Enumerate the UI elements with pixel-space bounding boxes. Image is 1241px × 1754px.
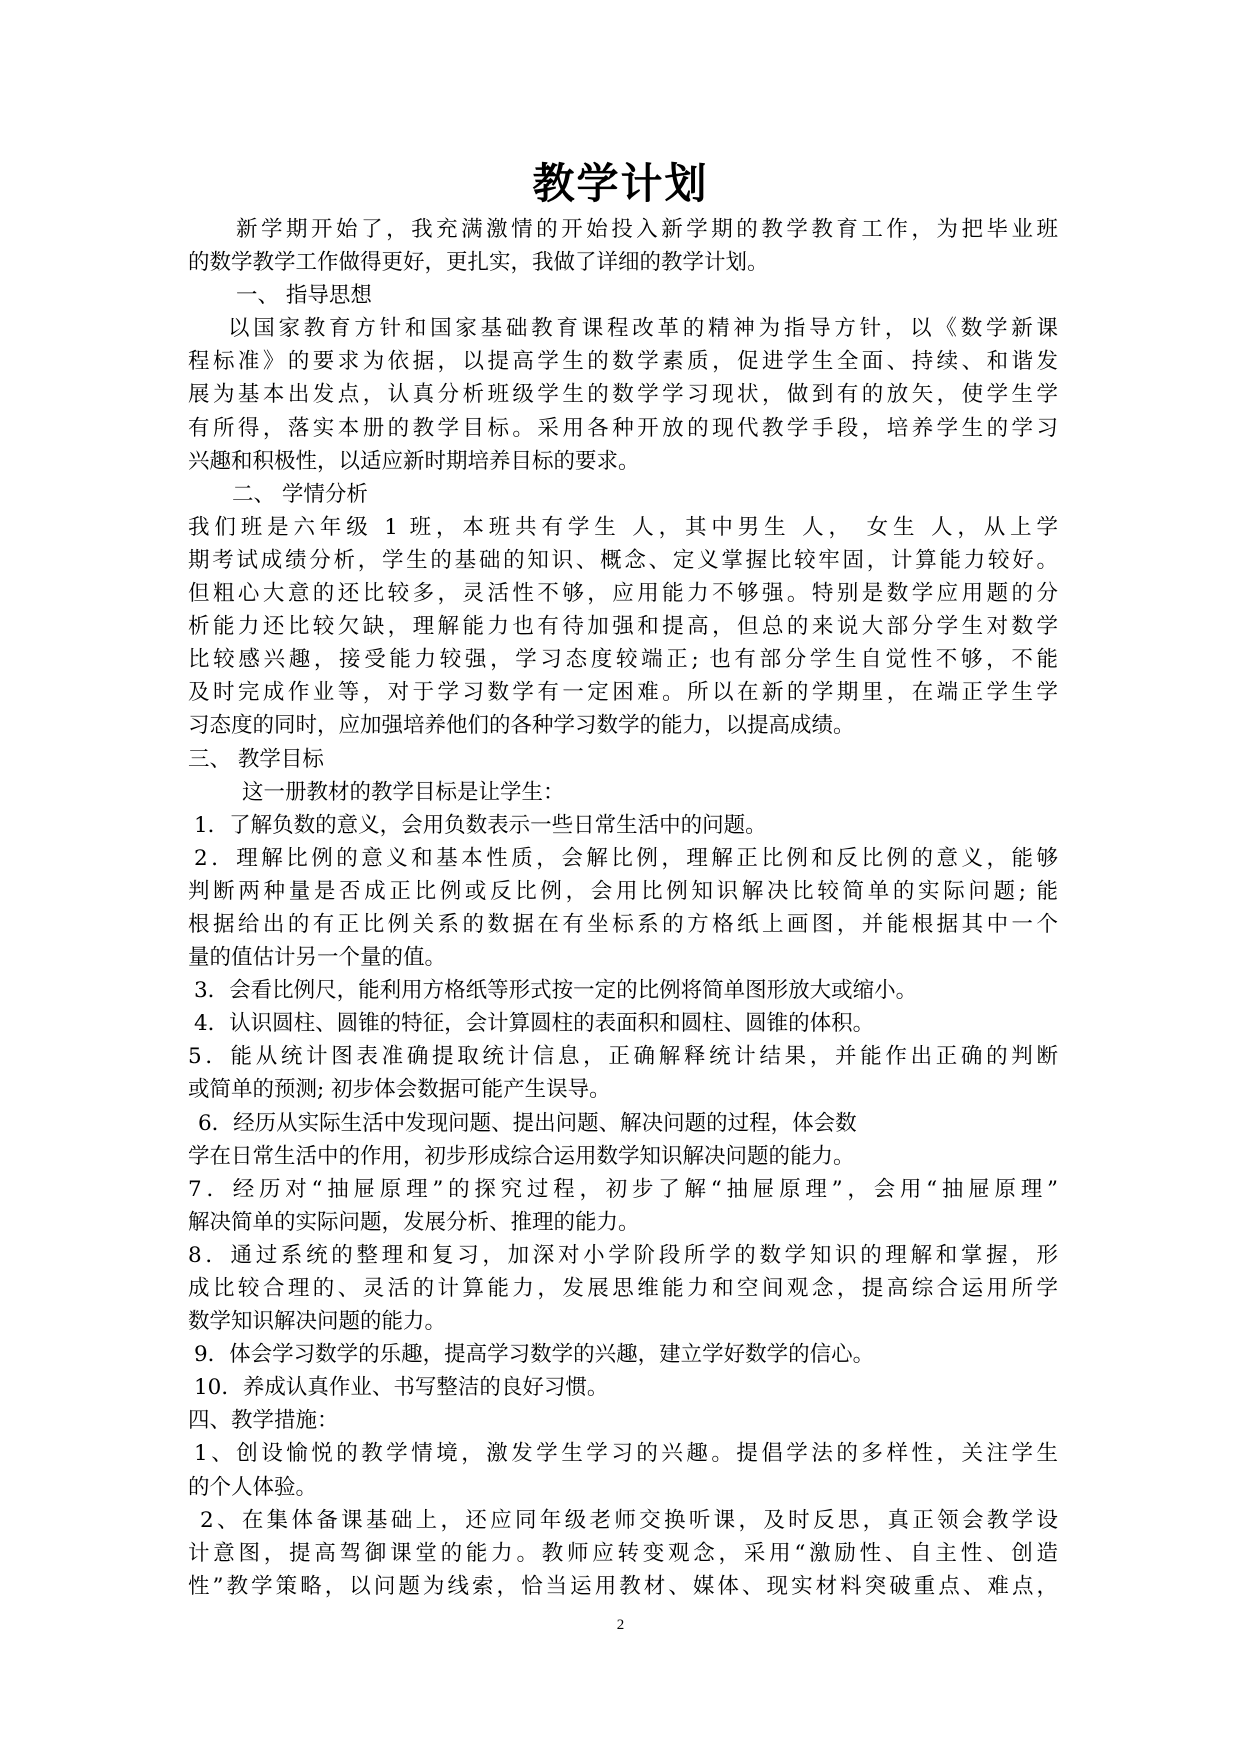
text-line: 5．能从统计图表准确提取统计信息，正确解释统计结果，并能作出正确的判断 xyxy=(188,1044,1058,1070)
text-line: 四、教学措施： xyxy=(188,1408,339,1434)
text-line: 判断两种量是否成正比例或反比例，会用比例知识解决比较简单的实际问题; 能 xyxy=(188,878,1058,904)
text-line: 有所得，落实本册的教学目标。采用各种开放的现代教学手段，培养学生的学习 xyxy=(188,415,1058,441)
text-line: 9．体会学习数学的乐趣，提高学习数学的兴趣，建立学好数学的信心。 xyxy=(194,1342,875,1368)
text-line: 解决简单的实际问题，发展分析、推理的能力。 xyxy=(188,1209,640,1235)
text-line: 程标准》的要求为依据，以提高学生的数学素质，促进学生全面、持续、和谐发 xyxy=(188,349,1058,375)
document-body xyxy=(188,213,1058,1603)
text-line: 学在日常生活中的作用，初步形成综合运用数学知识解决问题的能力。 xyxy=(188,1143,855,1169)
text-line: 这一册教材的教学目标是让学生： xyxy=(242,779,565,805)
text-line: 根据给出的有正比例关系的数据在有坐标系的方格纸上画图，并能根据其中一个 xyxy=(188,911,1058,937)
text-line: 6．经历从实际生活中发现问题、提出问题、解决问题的过程，体会数 xyxy=(198,1110,857,1136)
text-line: 的数学教学工作做得更好，更扎实，我做了详细的教学计划。 xyxy=(188,250,769,276)
text-line: 10．养成认真作业、书写整洁的良好习惯。 xyxy=(194,1375,609,1401)
text-line: 展为基本出发点，认真分析班级学生的数学学习现状，做到有的放矢，使学生学 xyxy=(188,382,1058,408)
text-line: 3．会看比例尺，能利用方格纸等形式按一定的比例将简单图形放大或缩小。 xyxy=(194,978,918,1004)
text-line: 性”教学策略，以问题为线索，恰当运用教材、媒体、现实材料突破重点、难点， xyxy=(188,1573,1058,1599)
text-line: 二、 学情分析 xyxy=(232,481,368,507)
text-line: 习态度的同时，应加强培养他们的各种学习数学的能力，以提高成绩。 xyxy=(188,713,855,739)
text-line: 1、创设愉悦的教学情境，激发学生学习的兴趣。提倡学法的多样性，关注学生 xyxy=(194,1441,1058,1467)
text-line: 期考试成绩分析，学生的基础的知识、概念、定义掌握比较牢固，计算能力较好。 xyxy=(188,547,1058,573)
text-line: 量的值估计另一个量的值。 xyxy=(188,945,447,971)
text-line: 数学知识解决问题的能力。 xyxy=(188,1309,447,1335)
text-line: 1．了解负数的意义，会用负数表示一些日常生活中的问题。 xyxy=(194,812,767,838)
text-line: 以国家教育方针和国家基础教育课程改革的精神为指导方针，以《数学新课 xyxy=(228,316,1058,342)
text-line: 兴趣和积极性，以适应新时期培养目标的要求。 xyxy=(188,448,640,474)
text-line: 新学期开始了，我充满激情的开始投入新学期的教学教育工作，为把毕业班 xyxy=(236,217,1058,242)
text-line: 8．通过系统的整理和复习，加深对小学阶段所学的数学知识的理解和掌握，形 xyxy=(188,1242,1058,1268)
document-title: 教学计划 xyxy=(532,159,709,208)
text-line: 成比较合理的、灵活的计算能力，发展思维能力和空间观念，提高综合运用所学 xyxy=(188,1276,1058,1301)
text-line: 三、 教学目标 xyxy=(188,746,324,772)
page-number: 2 xyxy=(616,1617,625,1633)
text-line: 及时完成作业等，对于学习数学有一定困难。所以在新的学期里，在端正学生学 xyxy=(188,680,1058,706)
text-line: 2．理解比例的意义和基本性质，会解比例，理解正比例和反比例的意义，能够 xyxy=(194,845,1058,871)
text-line: 2、在集体备课基础上，还应同年级老师交换听课，及时反思，真正领会教学设 xyxy=(200,1507,1058,1533)
text-line: 4．认识圆柱、圆锥的特征，会计算圆柱的表面积和圆柱、圆锥的体积。 xyxy=(194,1011,875,1037)
text-line: 的个人体验。 xyxy=(188,1474,318,1500)
text-line: 我们班是六年级 1 班，本班共有学生 人，其中男生 人， 女生 人，从上学 xyxy=(188,514,1058,540)
text-line: 或简单的预测; 初步体会数据可能产生误导。 xyxy=(188,1077,611,1103)
text-line: 但粗心大意的还比较多，灵活性不够，应用能力不够强。特别是数学应用题的分 xyxy=(188,581,1058,607)
text-line: 7．经历对“抽屉原理”的探究过程，初步了解“抽屉原理”，会用“抽屉原理” xyxy=(188,1176,1058,1202)
text-line: 一、 指导思想 xyxy=(236,283,372,309)
text-line: 比较感兴趣，接受能力较强，学习态度较端正; 也有部分学生自觉性不够，不能 xyxy=(188,647,1058,673)
text-line: 析能力还比较欠缺，理解能力也有待加强和提高，但总的来说大部分学生对数学 xyxy=(188,614,1058,640)
text-line: 计意图，提高驾御课堂的能力。教师应转变观念，采用“激励性、自主性、创造 xyxy=(188,1540,1058,1566)
